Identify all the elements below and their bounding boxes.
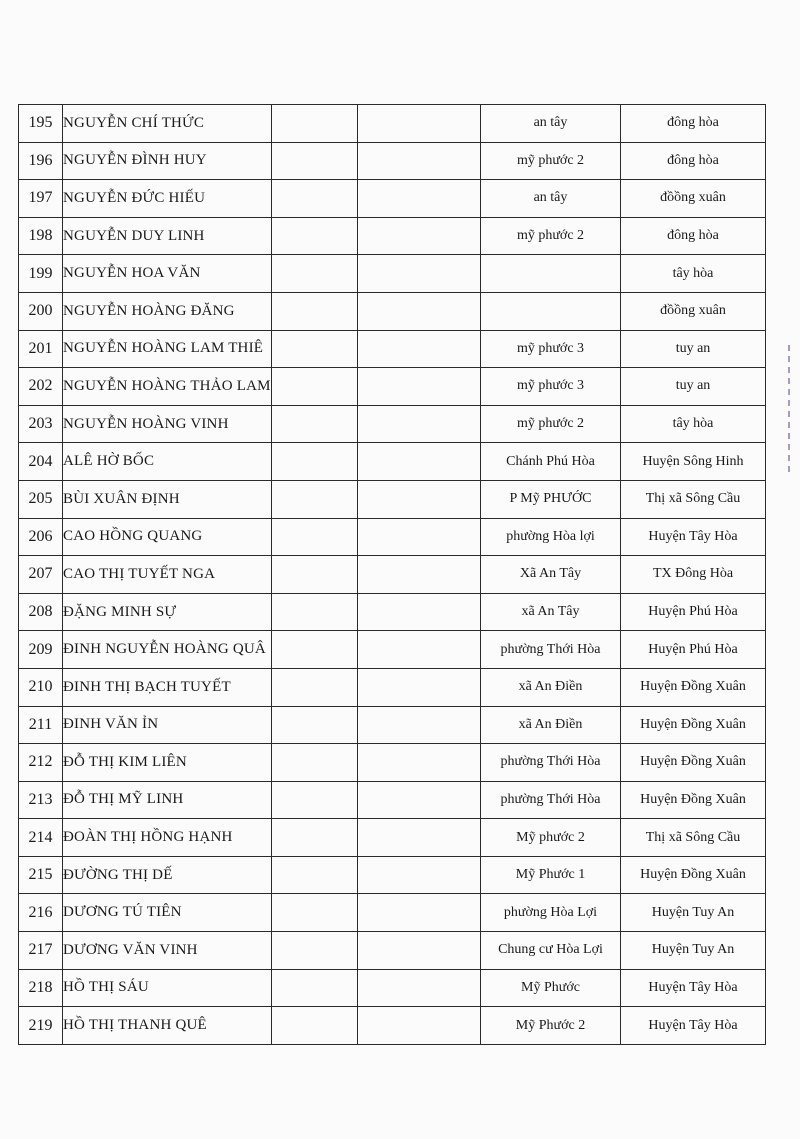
- row-number: 207: [19, 556, 63, 594]
- district: Thị xã Sông Cầu: [621, 819, 766, 857]
- empty-cell: [272, 480, 358, 518]
- table-row: [19, 142, 766, 180]
- ward-commune: [481, 255, 621, 293]
- person-name: ALÊ HỜ BỐC: [63, 443, 272, 481]
- table-row: [19, 480, 766, 518]
- table-row: [19, 819, 766, 857]
- empty-cell: [272, 142, 358, 180]
- ward-commune: mỹ phước 2: [481, 405, 621, 443]
- table-row: [19, 105, 766, 143]
- empty-cell: [272, 668, 358, 706]
- empty-cell: [358, 819, 481, 857]
- empty-cell: [272, 1007, 358, 1045]
- empty-cell: [272, 405, 358, 443]
- empty-cell: [358, 368, 481, 406]
- empty-cell: [272, 556, 358, 594]
- ward-commune: xã An Điền: [481, 706, 621, 744]
- table-row: [19, 781, 766, 819]
- empty-cell: [358, 405, 481, 443]
- district: Huyện Tây Hòa: [621, 969, 766, 1007]
- person-name: CAO THỊ TUYẾT NGA: [63, 556, 272, 594]
- person-name: NGUYỄN DUY LINH: [63, 217, 272, 255]
- district: Huyện Đồng Xuân: [621, 668, 766, 706]
- table-row: [19, 932, 766, 970]
- empty-cell: [358, 668, 481, 706]
- empty-cell: [272, 217, 358, 255]
- person-name: HỒ THỊ THANH QUÊ: [63, 1007, 272, 1045]
- person-name: ĐẶNG MINH SỰ: [63, 593, 272, 631]
- district: Huyện Đồng Xuân: [621, 856, 766, 894]
- empty-cell: [358, 105, 481, 143]
- table-row: [19, 706, 766, 744]
- person-name: ĐINH THỊ BẠCH TUYẾT: [63, 668, 272, 706]
- row-number: 198: [19, 217, 63, 255]
- empty-cell: [272, 819, 358, 857]
- ward-commune: an tây: [481, 105, 621, 143]
- district: Huyện Đồng Xuân: [621, 781, 766, 819]
- table-row: [19, 856, 766, 894]
- ward-commune: xã An Điền: [481, 668, 621, 706]
- empty-cell: [358, 480, 481, 518]
- empty-cell: [358, 894, 481, 932]
- district: TX Đông Hòa: [621, 556, 766, 594]
- empty-cell: [272, 593, 358, 631]
- table-row: [19, 330, 766, 368]
- person-name: NGUYỄN HOÀNG VINH: [63, 405, 272, 443]
- ward-commune: mỹ phước 2: [481, 217, 621, 255]
- empty-cell: [358, 969, 481, 1007]
- empty-cell: [358, 556, 481, 594]
- table-row: [19, 894, 766, 932]
- empty-cell: [272, 631, 358, 669]
- table-row: [19, 518, 766, 556]
- row-number: 202: [19, 368, 63, 406]
- empty-cell: [272, 744, 358, 782]
- empty-cell: [272, 443, 358, 481]
- empty-cell: [358, 292, 481, 330]
- registration-table: [18, 104, 766, 1045]
- empty-cell: [272, 105, 358, 143]
- district: Huyện Tây Hòa: [621, 1007, 766, 1045]
- district: đồồng xuân: [621, 180, 766, 218]
- empty-cell: [358, 142, 481, 180]
- row-number: 206: [19, 518, 63, 556]
- person-name: ĐỖ THỊ KIM LIÊN: [63, 744, 272, 782]
- row-number: 195: [19, 105, 63, 143]
- table-row: [19, 1007, 766, 1045]
- person-name: NGUYỄN ĐÌNH HUY: [63, 142, 272, 180]
- ward-commune: Chánh Phú Hòa: [481, 443, 621, 481]
- person-name: DƯƠNG VĂN VINH: [63, 932, 272, 970]
- table-row: [19, 405, 766, 443]
- table-row: [19, 556, 766, 594]
- empty-cell: [358, 593, 481, 631]
- district: tây hòa: [621, 255, 766, 293]
- table-row: [19, 180, 766, 218]
- empty-cell: [358, 781, 481, 819]
- ward-commune: Mỹ Phước: [481, 969, 621, 1007]
- ward-commune: Chung cư Hòa Lợi: [481, 932, 621, 970]
- empty-cell: [272, 180, 358, 218]
- empty-cell: [358, 330, 481, 368]
- ward-commune: Mỹ Phước 1: [481, 856, 621, 894]
- district: Huyện Tuy An: [621, 894, 766, 932]
- row-number: 209: [19, 631, 63, 669]
- table-row: [19, 255, 766, 293]
- row-number: 205: [19, 480, 63, 518]
- margin-stamp-mark: [788, 345, 794, 515]
- person-name: NGUYỄN HOA VĂN: [63, 255, 272, 293]
- ward-commune: xã An Tây: [481, 593, 621, 631]
- district: tây hòa: [621, 405, 766, 443]
- empty-cell: [358, 1007, 481, 1045]
- row-number: 200: [19, 292, 63, 330]
- table-row: [19, 668, 766, 706]
- district: đông hòa: [621, 217, 766, 255]
- district: Huyện Tây Hòa: [621, 518, 766, 556]
- empty-cell: [358, 443, 481, 481]
- district: đông hòa: [621, 105, 766, 143]
- empty-cell: [272, 969, 358, 1007]
- table-row: [19, 292, 766, 330]
- ward-commune: Mỹ phước 2: [481, 819, 621, 857]
- row-number: 204: [19, 443, 63, 481]
- row-number: 201: [19, 330, 63, 368]
- ward-commune: mỹ phước 3: [481, 368, 621, 406]
- ward-commune: an tây: [481, 180, 621, 218]
- row-number: 214: [19, 819, 63, 857]
- row-number: 219: [19, 1007, 63, 1045]
- row-number: 210: [19, 668, 63, 706]
- empty-cell: [358, 856, 481, 894]
- ward-commune: phường Thới Hòa: [481, 631, 621, 669]
- table-row: [19, 744, 766, 782]
- empty-cell: [272, 255, 358, 293]
- row-number: 208: [19, 593, 63, 631]
- empty-cell: [272, 856, 358, 894]
- empty-cell: [272, 330, 358, 368]
- district: tuy an: [621, 330, 766, 368]
- person-name: DƯƠNG TÚ TIÊN: [63, 894, 272, 932]
- row-number: 203: [19, 405, 63, 443]
- person-name: NGUYỄN HOÀNG LAM THIÊ: [63, 330, 272, 368]
- person-name: NGUYỄN CHÍ THỨC: [63, 105, 272, 143]
- empty-cell: [358, 180, 481, 218]
- district: Huyện Đồng Xuân: [621, 706, 766, 744]
- person-name: NGUYỄN ĐỨC HIẾU: [63, 180, 272, 218]
- empty-cell: [358, 932, 481, 970]
- table-row: [19, 593, 766, 631]
- empty-cell: [272, 292, 358, 330]
- person-name: ĐỖ THỊ MỸ LINH: [63, 781, 272, 819]
- empty-cell: [358, 217, 481, 255]
- ward-commune: mỹ phước 2: [481, 142, 621, 180]
- person-name: ĐINH NGUYỄN HOÀNG QUÂ: [63, 631, 272, 669]
- person-name: CAO HỒNG QUANG: [63, 518, 272, 556]
- row-number: 215: [19, 856, 63, 894]
- district: đông hòa: [621, 142, 766, 180]
- person-name: HỒ THỊ SÁU: [63, 969, 272, 1007]
- ward-commune: P Mỹ PHƯỚC: [481, 480, 621, 518]
- ward-commune: phường Hòa lợi: [481, 518, 621, 556]
- empty-cell: [272, 894, 358, 932]
- empty-cell: [272, 932, 358, 970]
- empty-cell: [272, 518, 358, 556]
- table-row: [19, 969, 766, 1007]
- ward-commune: mỹ phước 3: [481, 330, 621, 368]
- empty-cell: [358, 255, 481, 293]
- empty-cell: [272, 706, 358, 744]
- row-number: 217: [19, 932, 63, 970]
- person-name: BÙI XUÂN ĐỊNH: [63, 480, 272, 518]
- district: Huyện Phú Hòa: [621, 631, 766, 669]
- ward-commune: phường Thới Hòa: [481, 781, 621, 819]
- ward-commune: phường Thới Hòa: [481, 744, 621, 782]
- empty-cell: [358, 518, 481, 556]
- district: tuy an: [621, 368, 766, 406]
- person-name: ĐOÀN THỊ HỒNG HẠNH: [63, 819, 272, 857]
- row-number: 212: [19, 744, 63, 782]
- row-number: 211: [19, 706, 63, 744]
- ward-commune: Xã An Tây: [481, 556, 621, 594]
- person-name: NGUYỄN HOÀNG THẢO LAM: [63, 368, 272, 406]
- ward-commune: [481, 292, 621, 330]
- empty-cell: [358, 744, 481, 782]
- ward-commune: phường Hòa Lợi: [481, 894, 621, 932]
- row-number: 197: [19, 180, 63, 218]
- empty-cell: [358, 631, 481, 669]
- ward-commune: Mỹ Phước 2: [481, 1007, 621, 1045]
- empty-cell: [358, 706, 481, 744]
- empty-cell: [272, 781, 358, 819]
- row-number: 199: [19, 255, 63, 293]
- table-row: [19, 631, 766, 669]
- row-number: 216: [19, 894, 63, 932]
- table-row: [19, 443, 766, 481]
- row-number: 196: [19, 142, 63, 180]
- person-name: ĐINH VĂN ỈN: [63, 706, 272, 744]
- district: Huyện Đồng Xuân: [621, 744, 766, 782]
- district: Huyện Sông Hinh: [621, 443, 766, 481]
- empty-cell: [272, 368, 358, 406]
- table-row: [19, 368, 766, 406]
- row-number: 213: [19, 781, 63, 819]
- district: Thị xã Sông Cầu: [621, 480, 766, 518]
- table-body: [19, 105, 766, 1045]
- table-row: [19, 217, 766, 255]
- row-number: 218: [19, 969, 63, 1007]
- person-name: NGUYỄN HOÀNG ĐĂNG: [63, 292, 272, 330]
- district: Huyện Phú Hòa: [621, 593, 766, 631]
- district: đồồng xuân: [621, 292, 766, 330]
- person-name: ĐƯỜNG THỊ DẾ: [63, 856, 272, 894]
- district: Huyện Tuy An: [621, 932, 766, 970]
